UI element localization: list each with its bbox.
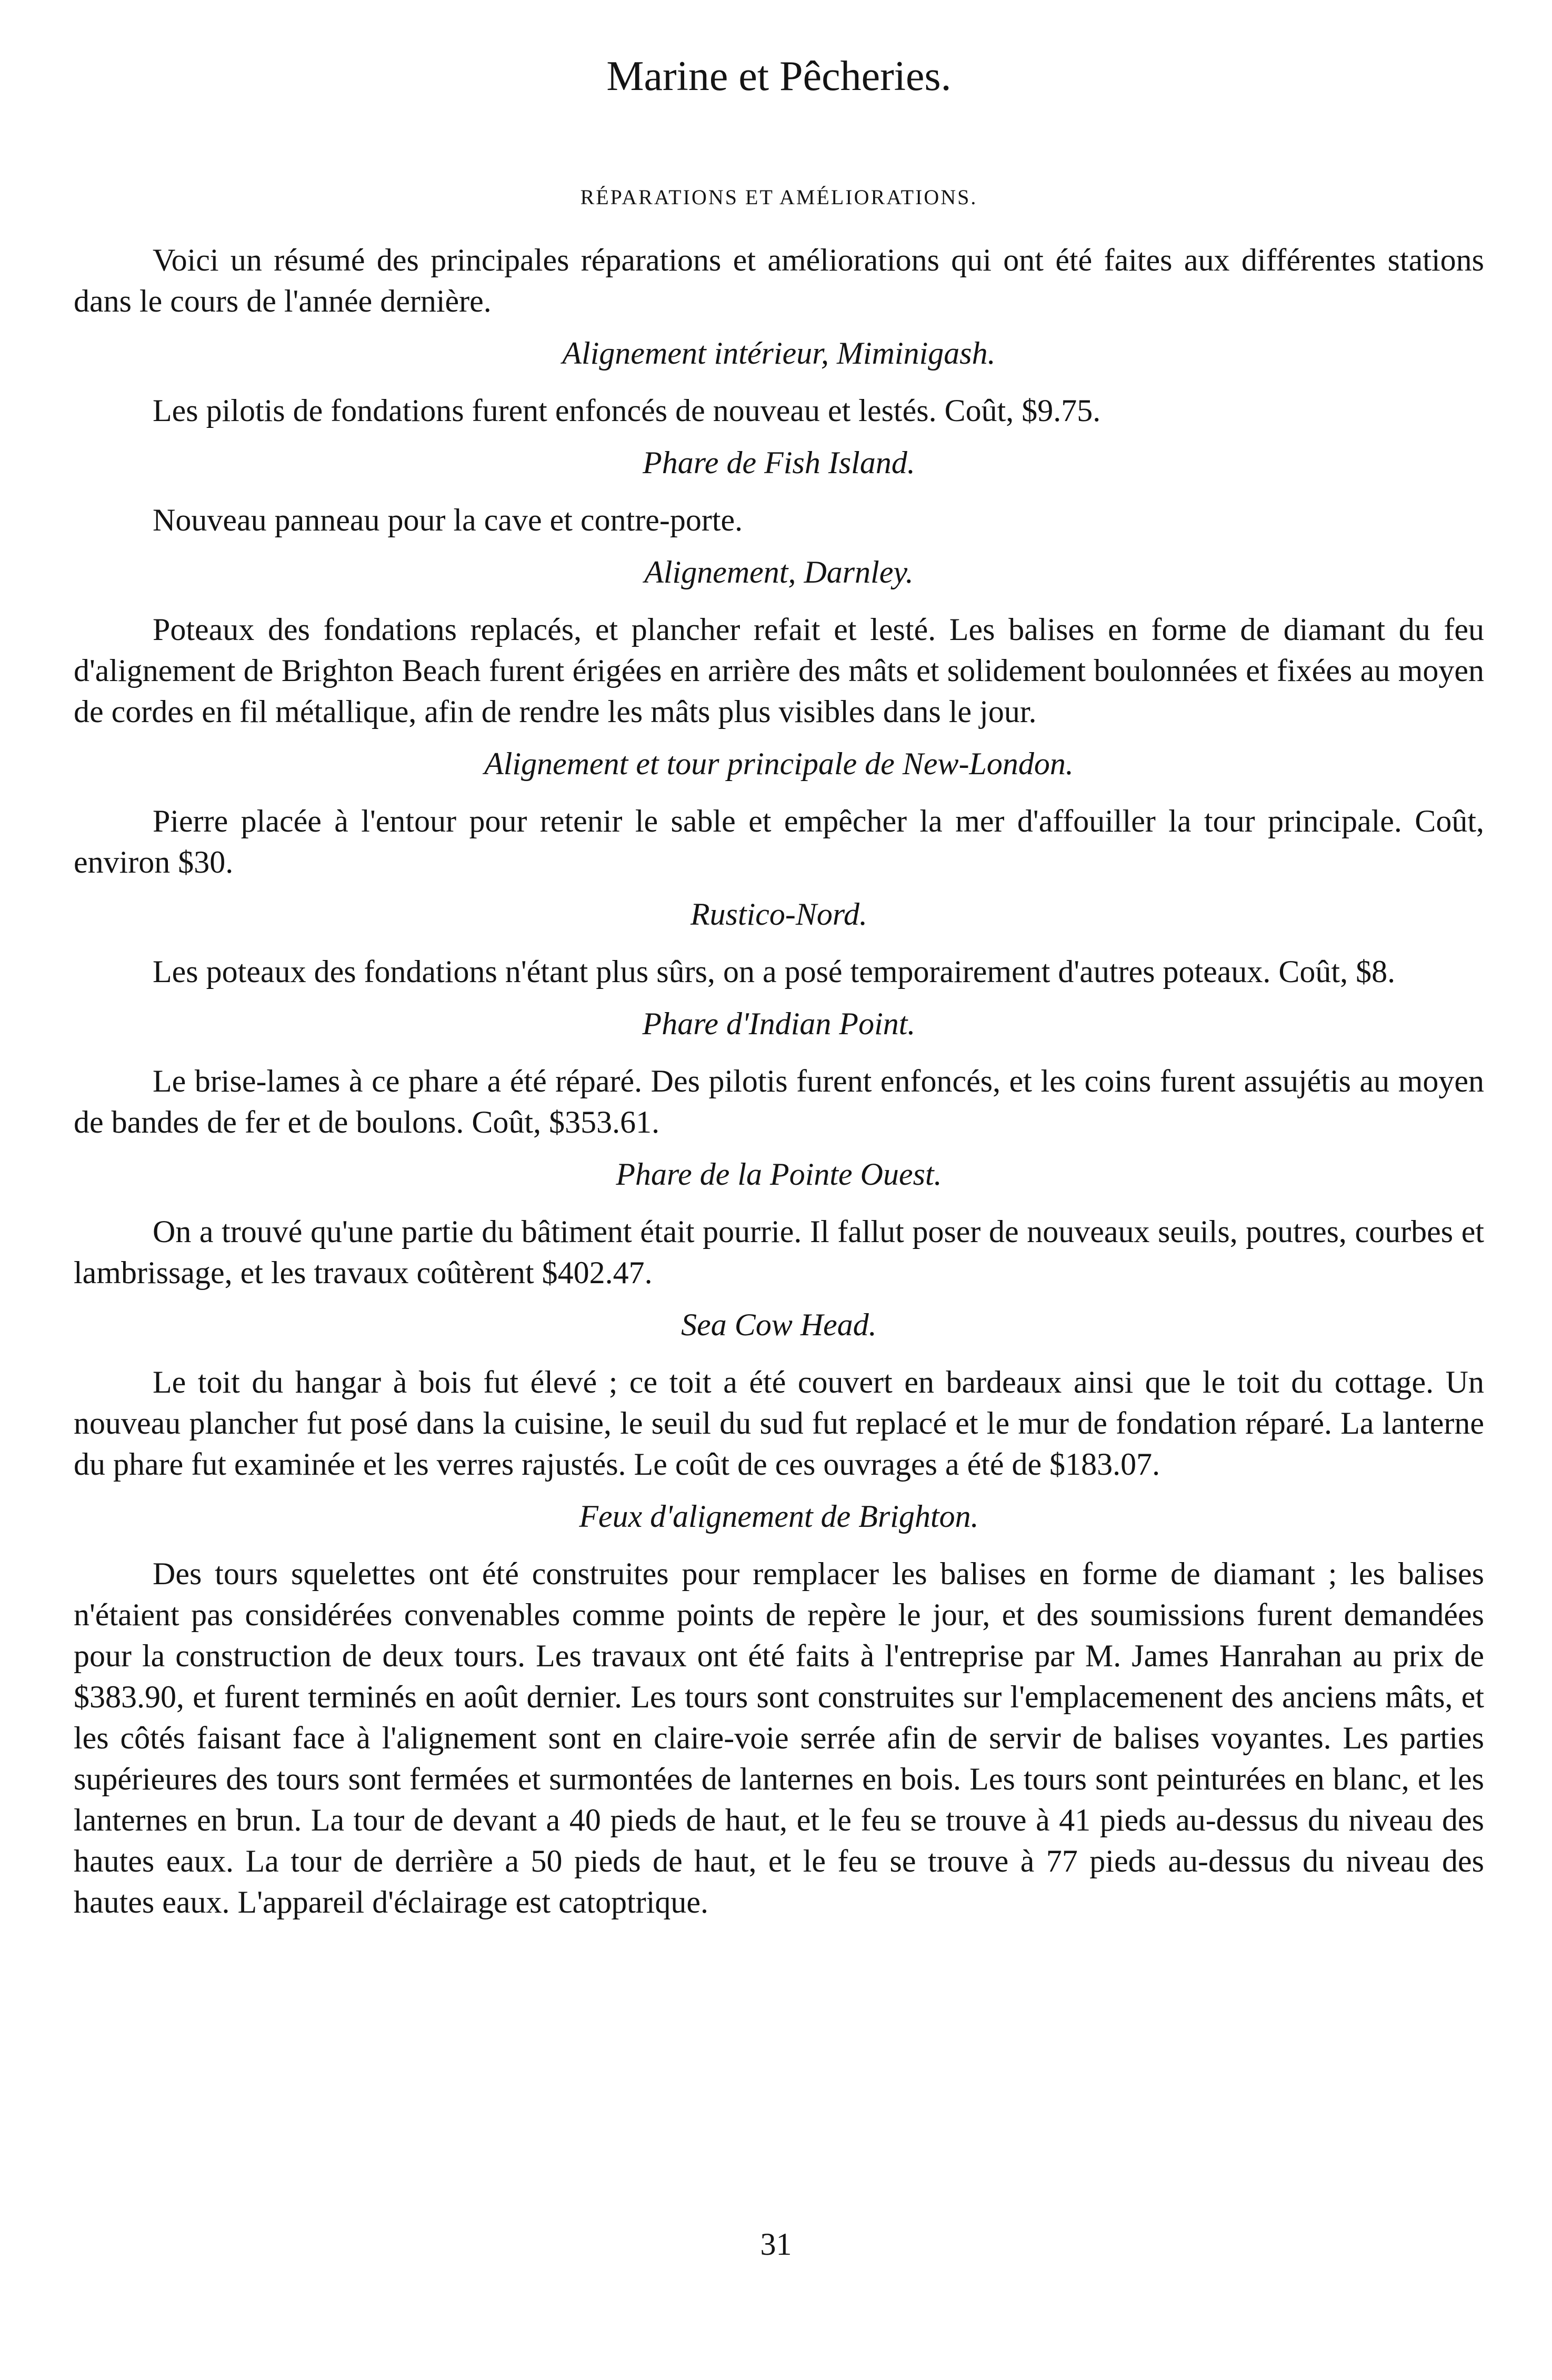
entry-heading: Phare de la Pointe Ouest.	[616, 1157, 942, 1192]
entry-text: Pierre placée à l'entour pour retenir le sable et empêcher la mer d'affouiller la tour principale. Coût, environ $30.	[74, 804, 1484, 879]
entry-heading: Phare de Fish Island.	[643, 445, 915, 480]
entry-rustico-nord	[74, 893, 1484, 992]
entry-indian-point	[74, 1003, 1484, 1143]
entry-heading: Rustico-Nord.	[690, 897, 868, 932]
intro-paragraph: Voici un résumé des principales réparations et améliorations qui ont été faites aux différentes stations dans le cours de l'année dernière.	[74, 243, 1484, 318]
entry-heading: Alignement, Darnley.	[644, 555, 914, 589]
entry-heading: Alignement intérieur, Miminigash.	[562, 336, 996, 371]
entry-pointe-ouest	[74, 1153, 1484, 1293]
entry-text: On a trouvé qu'une partie du bâtiment était pourrie. Il fallut poser de nouveaux seuils, poutres, courbes et lambrissage, et les travaux coûtèrent $402.47.	[74, 1214, 1484, 1290]
page-number: 31	[760, 2227, 792, 2262]
entry-heading: Sea Cow Head.	[681, 1307, 877, 1342]
running-title: Marine et Pêcheries.	[606, 53, 952, 99]
entry-text: Nouveau panneau pour la cave et contre-porte.	[153, 503, 743, 537]
section-title: RÉPARATIONS ET AMÉLIORATIONS.	[580, 185, 978, 209]
entry-text: Poteaux des fondations replacés, et plancher refait et lesté. Les balises en forme de diamant du feu d'alignement de Brighton Beach furent érigées en arrière des mâts et solidement boulonnées et fixées au moyen de cordes en fil métallique, afin de rendre les mâts plus visibles dans le jour.	[74, 612, 1484, 729]
entry-text: Le brise-lames à ce phare a été réparé. Des pilotis furent enfoncés, et les coins furent assujétis au moyen de bandes de fer et de boulons. Coût, $353.61.	[74, 1064, 1484, 1139]
entry-fish-island	[74, 442, 1484, 541]
entry-text: Des tours squelettes ont été construites pour remplacer les balises en forme de diamant ; les balises n'étaient pas considérées convenables comme points de repère le jour, et des soumissions furent demandées pour la construction de deux tours. Les travaux ont été faits à l'entreprise par M. James Hanrahan au prix de $383.90, et furent terminés en août dernier. Les tours sont construites sur l'emplacemenent des anciens mâts, et les côtés faisant face à l'alignement sont en claire-voie serrée afin de servir de balises voyantes. Les parties supérieures des tours sont fermées et surmontées de lanternes en bois. Les tours sont peinturées en blanc, et les lanternes en brun. La tour de devant a 40 pieds de haut, et le feu se trouve à 41 pieds au-dessus du niveau des hautes eaux. La tour de derrière a 50 pieds de haut, et le feu se trouve à 77 pieds au-dessus du niveau des hautes eaux. L'appareil d'éclairage est catoptrique.	[74, 1556, 1484, 1919]
entry-text: Les pilotis de fondations furent enfoncés de nouveau et lestés. Coût, $9.75.	[153, 393, 1101, 428]
entry-heading: Feux d'alignement de Brighton.	[579, 1499, 979, 1534]
entry-sea-cow-head	[74, 1304, 1484, 1485]
entry-heading: Phare d'Indian Point.	[642, 1006, 916, 1041]
entry-new-london	[74, 743, 1484, 883]
entry-text: Les poteaux des fondations n'étant plus sûrs, on a posé temporairement d'autres poteaux. Coût, $8.	[153, 954, 1396, 989]
entry-darnley	[74, 551, 1484, 732]
entry-miminigash	[74, 332, 1484, 431]
entry-brighton	[74, 1495, 1484, 1923]
entry-text: Le toit du hangar à bois fut élevé ; ce toit a été couvert en bardeaux ainsi que le toit du cottage. Un nouveau plancher fut posé dans la cuisine, le seuil du sud fut replacé et le mur de fondation réparé. La lanterne du phare fut examinée et les verres rajustés. Le coût de ces ouvrages a été de $183.07.	[74, 1365, 1484, 1482]
document-page	[74, 50, 1484, 1928]
entry-heading: Alignement et tour principale de New-London.	[484, 746, 1074, 781]
